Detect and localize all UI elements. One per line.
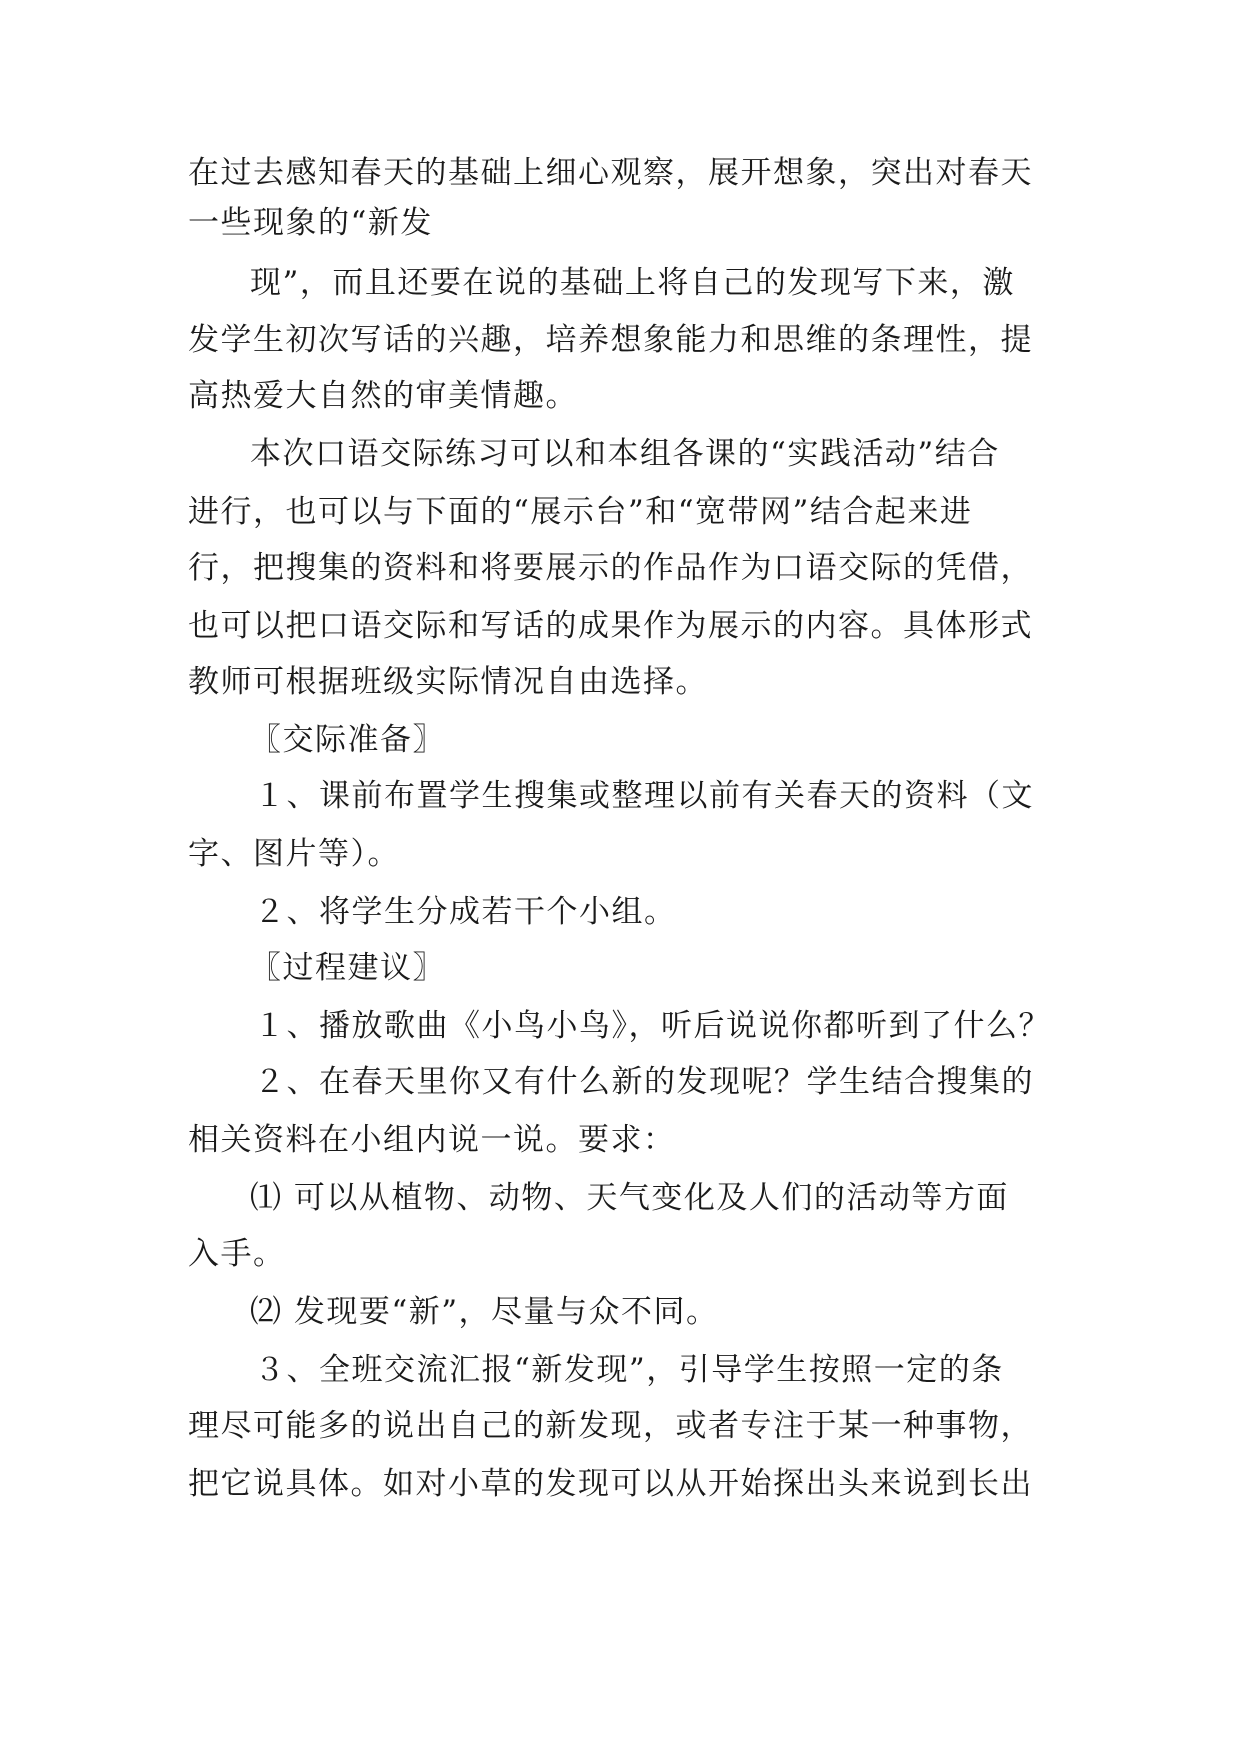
text-line: 字、图片等）。 — [188, 836, 400, 872]
text-line: ⑴ 可以从植物、动物、天气变化及人们的活动等方面 — [250, 1180, 1009, 1216]
section-heading: 〖交际准备〗 — [250, 722, 445, 758]
text-line: ２、将学生分成若干个小组。 — [254, 894, 677, 930]
text-line: 一些现象的“新发 — [188, 205, 433, 241]
text-line: 也可以把口语交际和写话的成果作为展示的内容。具体形式 — [188, 608, 1033, 644]
text-line: 本次口语交际练习可以和本组各课的“实践活动”结合 — [250, 436, 1000, 472]
text-line: 发学生初次写话的兴趣，培养想象能力和思维的条理性，提 — [188, 322, 1033, 358]
text-line: 相关资料在小组内说一说。要求： — [188, 1122, 676, 1158]
text-line: 把它说具体。如对小草的发现可以从开始探出头来说到长出 — [188, 1466, 1033, 1502]
text-line: １、课前布置学生搜集或整理以前有关春天的资料（文 — [254, 778, 1034, 814]
text-line: ２、在春天里你又有什么新的发现呢？学生结合搜集的 — [254, 1064, 1034, 1100]
text-line: 入手。 — [188, 1236, 286, 1272]
text-line: 理尽可能多的说出自己的新发现，或者专注于某一种事物， — [188, 1408, 1033, 1444]
text-line: １、播放歌曲《小鸟小鸟》，听后说说你都听到了什么？ — [254, 1008, 1051, 1044]
text-line: ⑵ 发现要“新”，尽量与众不同。 — [250, 1294, 719, 1330]
text-line: 现”，而且还要在说的基础上将自己的发现写下来，激 — [250, 265, 1015, 301]
text-line: 进行，也可以与下面的“展示台”和“宽带网”结合起来进 — [188, 494, 973, 530]
text-line: 在过去感知春天的基础上细心观察，展开想象，突出对春天 — [188, 155, 1033, 191]
text-line: ３、全班交流汇报“新发现”，引导学生按照一定的条 — [254, 1352, 1004, 1388]
text-line: 行，把搜集的资料和将要展示的作品作为口语交际的凭借， — [188, 550, 1033, 586]
section-heading: 〖过程建议〗 — [250, 950, 445, 986]
text-line: 高热爱大自然的审美情趣。 — [188, 378, 578, 414]
text-line: 教师可根据班级实际情况自由选择。 — [188, 664, 708, 700]
